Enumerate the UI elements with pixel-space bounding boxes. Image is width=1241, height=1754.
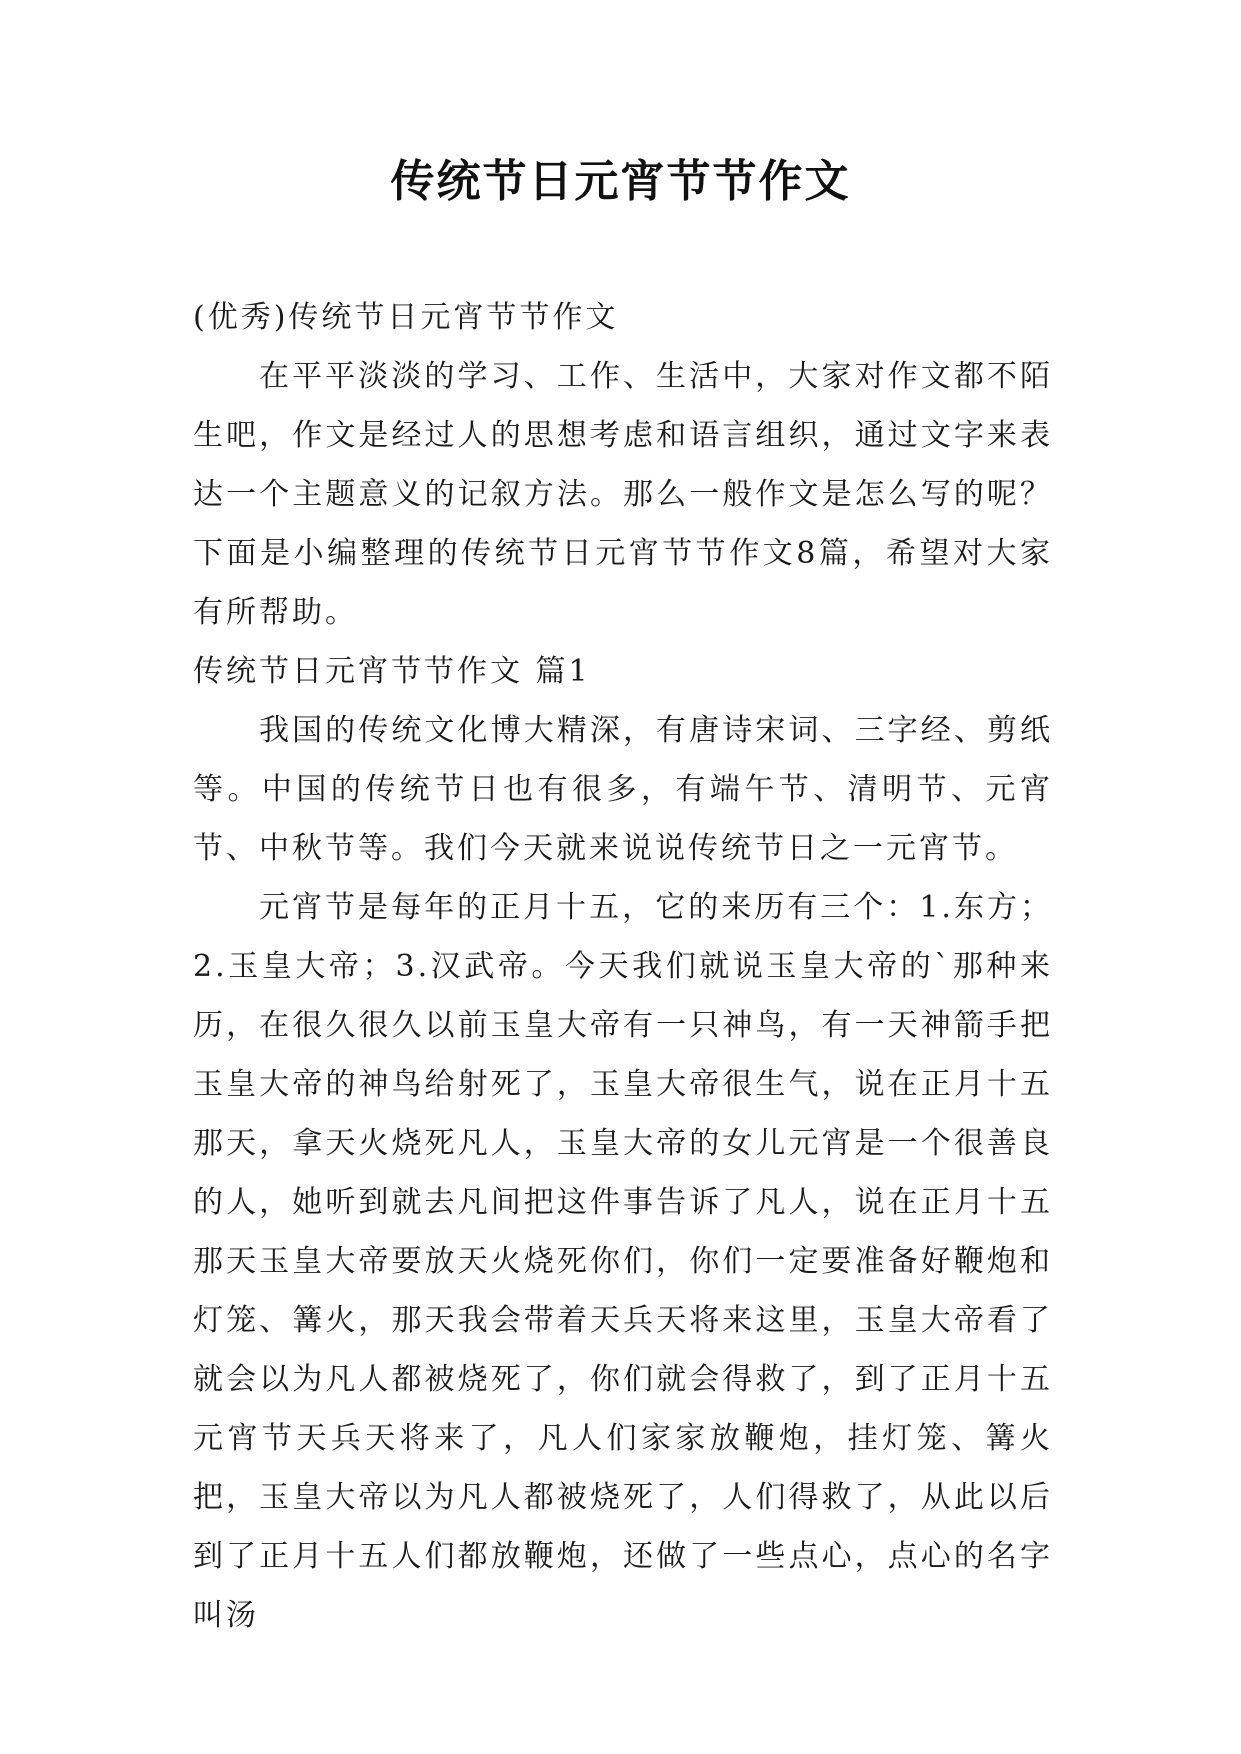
document-subtitle: (优秀)传统节日元宵节节作文 bbox=[193, 300, 619, 335]
body-paragraph: 我国的传统文化博大精深，有唐诗宋词、三字经、剪纸等。中国的传统节日也有很多，有端午节、清明节、元宵节、中秋节等。我们今天就来说说传统节日之一元宵节。 bbox=[193, 713, 1053, 866]
body-paragraph: 元宵节是每年的正月十五，它的来历有三个：1.东方；2.玉皇大帝；3.汉武帝。今天我们就说玉皇大帝的`那种来历，在很久很久以前玉皇大帝有一只神鸟，有一天神箭手把玉皇大帝的神鸟给射死了，玉皇大帝很生气，说在正月十五那天，拿天火烧死凡人，玉皇大帝的女儿元宵是一个很善良的人，她听到就去凡间把这件事告诉了凡人，说在正月十五那天玉皇大帝要放天火烧死你们，你们一定要准备好鞭炮和灯笼、篝火，那天我会带着天兵天将来这里，玉皇大帝看了就会以为凡人都被烧死了，你们就会得救了，到了正月十五元宵节天兵天将来了，凡人们家家放鞭炮，挂灯笼、篝火把，玉皇大帝以为凡人都被烧死了，人们得救了，从此以后到了正月十五人们都放鞭炮，还做了一些点心，点心的名字叫汤 bbox=[193, 890, 1053, 1633]
document-body bbox=[193, 288, 1053, 1645]
intro-paragraph: 在平平淡淡的学习、工作、生活中，大家对作文都不陌生吧，作文是经过人的思想考虑和语言组织，通过文字来表达一个主题意义的记叙方法。那么一般作文是怎么写的呢？下面是小编整理的传统节日元宵节节作文8篇，希望对大家有所帮助。 bbox=[193, 359, 1053, 630]
document-title: 传统节日元宵节节作文 bbox=[390, 156, 851, 207]
section-heading: 传统节日元宵节节作文 篇1 bbox=[193, 654, 591, 689]
